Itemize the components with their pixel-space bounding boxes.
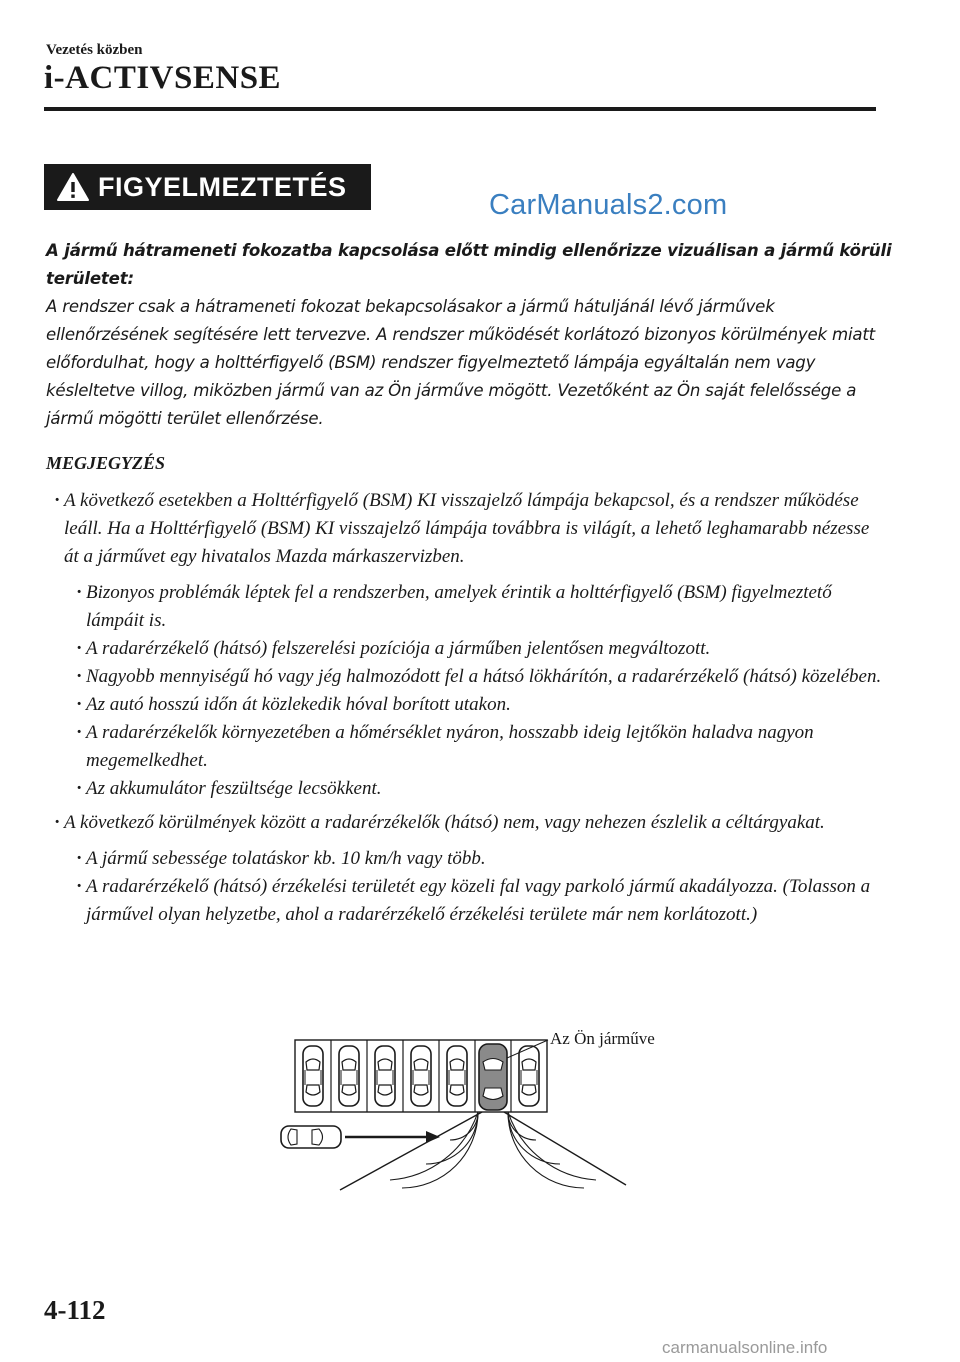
note-sublist bbox=[46, 845, 886, 929]
warning-banner bbox=[44, 164, 371, 210]
approach-arrow bbox=[345, 1131, 440, 1143]
parking-row bbox=[295, 1040, 547, 1112]
warning-lead: A jármű hátrameneti fokozatba kapcsolása előtt mindig ellenőrizze vizuálisan a jármű körüli területet: bbox=[46, 241, 892, 288]
own-vehicle bbox=[479, 1044, 507, 1110]
footer-watermark: carmanualsonline.info bbox=[662, 1338, 828, 1357]
warning-triangle-icon bbox=[56, 172, 90, 202]
parking-radar-figure bbox=[270, 1020, 690, 1200]
page-number: 4-112 bbox=[44, 1295, 106, 1325]
note-subitem: · Az akkumulátor feszültsége lecsökkent. bbox=[46, 775, 886, 803]
note-list bbox=[46, 487, 886, 935]
section-label: Vezetés közben bbox=[46, 42, 143, 58]
chapter-title: i-ACTIVSENSE bbox=[44, 60, 282, 96]
note-subitem: · A radarérzékelő (hátsó) felszerelési pozíciója a járműben jelentősen megváltozott. bbox=[46, 635, 886, 663]
note-subitem: · A radarérzékelő (hátsó) érzékelési területét egy közeli fal vagy parkoló jármű akadályozza. (Tolasson a járművel olyan helyzetbe, ahol a radarérzékelő érzékelési területe már nem korlátozott.) bbox=[46, 873, 886, 929]
radar-waves bbox=[390, 1112, 596, 1188]
figure-label: Az Ön járműve bbox=[550, 1029, 655, 1048]
note-subitem: · Az autó hosszú időn át közlekedik hóval borított utakon. bbox=[46, 691, 886, 719]
note-item: · A következő körülmények között a radarérzékelők (hátsó) nem, vagy nehezen észlelik a céltárgyakat. bbox=[46, 809, 886, 837]
warning-title: FIGYELMEZTETÉS bbox=[98, 171, 347, 202]
warning-text bbox=[46, 237, 896, 433]
note-subitem: · A jármű sebessége tolatáskor kb. 10 km/h vagy több. bbox=[46, 845, 886, 873]
note-item: · A következő esetekben a Holttérfigyelő (BSM) KI visszajelző lámpája bekapcsol, és a rendszer működése leáll. Ha a Holttérfigyelő (BSM) KI visszajelző lámpája továbbra is világít, a lehető leghamarabb nézesse át a járművet egy hivatalos Mazda márkaszervizben. bbox=[46, 487, 886, 571]
approaching-vehicle bbox=[281, 1126, 341, 1148]
watermark: CarManuals2.com bbox=[489, 189, 728, 221]
note-sublist bbox=[46, 579, 886, 803]
note-subitem: · A radarérzékelők környezetében a hőmérséklet nyáron, hosszabb ideig lejtőkön haladva nagyon megemelkedhet. bbox=[46, 719, 886, 775]
note-heading: MEGJEGYZÉS bbox=[46, 453, 166, 473]
note-subitem: · Bizonyos problémák léptek fel a rendszerben, amelyek érintik a holttérfigyelő (BSM) figyelmeztető lámpáit is. bbox=[46, 579, 886, 635]
note-subitem: · Nagyobb mennyiségű hó vagy jég halmozódott fel a hátsó lökhárítón, a radarérzékelő (hátsó) közelében. bbox=[46, 663, 886, 691]
warning-body: A rendszer csak a hátrameneti fokozat bekapcsolásakor a jármű hátuljánál lévő járművek ellenőrzésének segítésére lett tervezve. A rendszer működését korlátozó bizonyos körülmények miatt előfordulhat, hogy a holttérfigyelő (BSM) rendszer figyelmeztető lámpája egyáltalán nem vagy késleltetve villog, miközben jármű van az Ön járműve mögött. Vezetőként az Ön saját felelőssége a jármű mögötti terület ellenőrzése. bbox=[46, 297, 875, 428]
header-rule bbox=[44, 107, 876, 111]
